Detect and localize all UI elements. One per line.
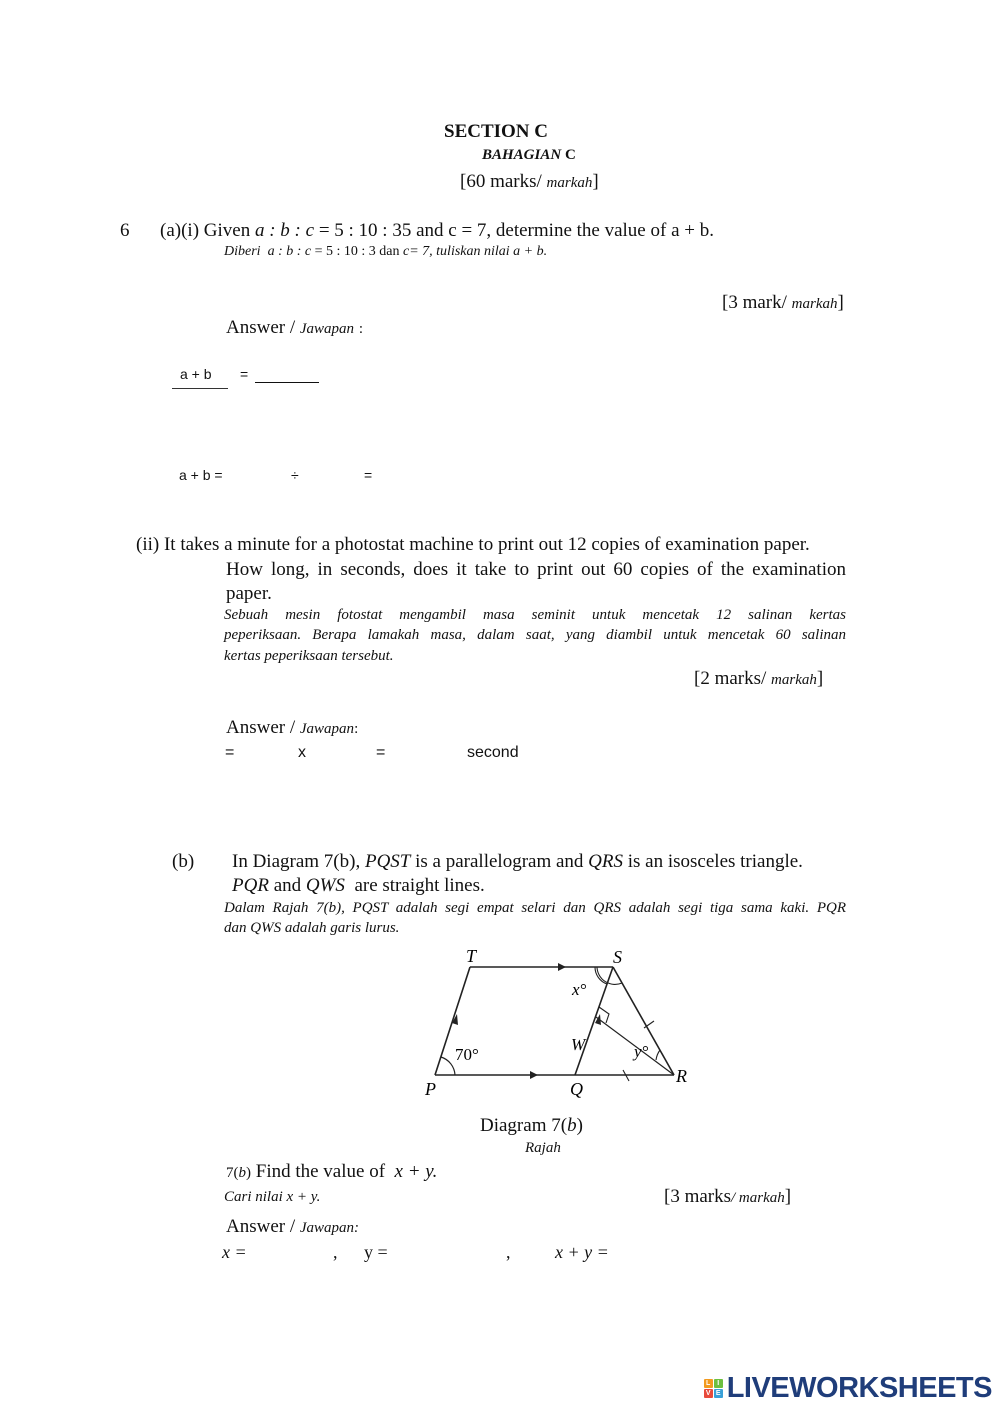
arrow-ts [558,963,566,971]
q-ai-answer-label [226,317,363,339]
q-b-label: (b) [172,851,195,872]
q-aii-marks-en: [2 marks/ [694,668,767,689]
section-title-malay-letter: C [564,147,576,163]
label-w: W [571,1035,586,1054]
q-b-answer-label [226,1216,359,1238]
q-aii-answer-label [226,717,358,739]
label-q: Q [570,1079,583,1099]
q-b-line1-b: is a parallelogram and [415,851,584,872]
q-b-y-label: y = [364,1242,388,1262]
section-marks-en: [60 marks/ [460,171,542,192]
q-b-and: and [273,875,302,896]
q-b-qrs: QRS [588,851,623,872]
q-b-xy-input[interactable] [618,1238,708,1264]
q-aii-ms2: peperiksaan. Berapa lamakah masa, dalam saat, yang diambil untuk mencetak 60 salinan [224,627,846,643]
q-ai-calc-equals: = [364,467,373,483]
section-marks [460,171,599,193]
q-b-pqr: PQR [232,875,269,896]
logo-letter-i: I [714,1379,723,1388]
q-aii-ms3: kertas peperiksaan tersebut. [224,648,394,664]
q-aii-line2: How long, in seconds, does it take to print out 60 copies of the examination [226,559,846,580]
q-aii-line3: paper. [226,583,272,604]
logo-letter-e: E [714,1389,723,1398]
q-aii-calc-eq2: = [376,744,386,761]
question-number: 6 [120,220,130,241]
arrow-pq [530,1071,538,1079]
q-aii-answer-ms: Jawapan [299,721,355,737]
q-aii-calc-unit: second [467,744,519,761]
diagram-caption-malay: Rajah [525,1140,561,1156]
label-angle-70: 70° [455,1045,479,1064]
label-t: T [466,946,477,966]
q-ai-calc-input-3[interactable] [378,462,448,486]
q-b-line2-rest: are straight lines. [354,875,485,896]
q-b-line1-c: is an isosceles triangle. [627,851,803,872]
q-aii-line1: (ii) It takes a minute for a photostat machine to print out 12 copies of examination paper. [136,534,810,555]
arc-angle-y [656,1050,660,1060]
q-aii-ms1: Sebuah mesin fotostat mengambil masa seminit untuk mencetak 12 salinan kertas [224,607,846,623]
label-r: R [676,1066,687,1086]
arc-angle-p [441,1057,455,1075]
diagram-caption-b: b [567,1115,577,1136]
q-ai-fraction-numerator: a + b [180,366,212,382]
label-y: y° [634,1042,649,1061]
diagram-7b [410,940,710,1105]
q-b-ms2: dan QWS adalah garis lurus. [224,920,400,936]
q-ai-marks-ms: markah [791,296,838,312]
q-b-comma-1: , [333,1242,338,1262]
label-x: x° [572,980,587,999]
q-b-xy-label: x + y = [555,1242,609,1262]
question-a-i-text [160,220,714,242]
q-ai-marks [722,292,844,314]
diagram-caption-text: Diagram 7( [480,1115,568,1136]
q-ai-calc-divide: ÷ [291,467,299,483]
q-b-find-malay: Cari nilai x + y. [224,1189,321,1205]
q-ai-calc-lhs: a + b = [179,467,223,483]
q-b-find [226,1161,437,1183]
q-b-marks-close: ] [784,1186,792,1207]
q-aii-marks-close: ] [816,668,824,689]
label-p: P [425,1079,436,1099]
q-ai-answer-en: Answer / [226,317,296,338]
q-aii-input-3[interactable] [392,740,462,766]
q-aii-input-1[interactable] [240,740,292,766]
q-ai-calc-input-2[interactable] [306,462,358,486]
q-ai-answer-blank[interactable] [255,382,319,383]
q-aii-answer-en: Answer / [226,717,296,738]
q-b-find-math: x + y. [394,1161,438,1182]
q-b-find-close: ) [246,1165,251,1181]
q-b-ms1: Dalam Rajah 7(b), PQST adalah segi empat selari dan QRS adalah segi tiga sama kaki. PQR [224,900,846,916]
q-b-marks-en: [3 marks [664,1186,732,1207]
q-b-find-prefix: 7( [226,1165,239,1181]
section-title-malay [482,147,576,164]
section-marks-close: ] [592,171,599,192]
diagram-caption [480,1115,583,1137]
q-b-line2 [232,875,485,897]
logo-text: LIVEWORKSHEETS [726,1372,992,1404]
q-aii-marks [694,668,823,690]
q-aii-marks-ms: markah [771,672,817,688]
q-b-line1-a: In Diagram 7(b), [232,851,361,872]
q-ai-fraction-bar [172,388,228,389]
q-b-qws: QWS [305,875,345,896]
q-b-line1 [232,851,803,873]
q-aii-calc-eq1: = [225,744,235,761]
q-b-comma-2: , [506,1242,511,1262]
section-marks-ms: markah [546,175,593,191]
q-ai-answer-ms: Jawapan [299,321,355,337]
logo-letter-l: L [704,1379,713,1388]
q-ai-ms-rest: = 7, tuliskan nilai a + b. [409,244,548,259]
label-s: S [613,947,622,967]
q-ai-answer-colon: : [358,321,363,337]
q-ai-ms-prefix: Diberi [224,244,261,259]
q-b-find-b: b [238,1165,246,1181]
q-b-answer-ms: Jawapan: [299,1220,360,1236]
q-ai-rest: = 5 : 10 : 35 and c = 7, determine the value of a + b. [318,220,714,241]
q-ai-ms-ratio: a : b : c [267,244,312,259]
q-b-answer-en: Answer / [226,1216,296,1237]
q-b-pqst: PQST [364,851,411,872]
q-ai-prefix: (a)(i) Given [160,220,251,241]
q-aii-input-2[interactable] [313,740,371,766]
q-ai-calc-input-1[interactable] [236,462,286,486]
q-ai-ms-mid: = 5 : 10 : 3 dan [314,244,400,259]
q-ai-denominator-input[interactable] [172,391,228,413]
q-b-x-label: x = [222,1242,247,1262]
logo-letter-v: V [704,1389,713,1398]
q-b-marks [664,1186,791,1208]
liveworksheets-logo[interactable] [704,1372,992,1405]
section-title-malay-word: BAHAGIAN [482,147,562,163]
q-ai-fraction-equals: = [240,366,249,382]
q-b-y-input[interactable] [394,1238,498,1264]
q-aii-answer-colon: : [354,721,359,737]
q-ai-ms-c: c [403,244,410,259]
q-aii-calc-x: x [298,744,306,761]
section-title: SECTION C [444,121,548,142]
q-b-marks-ms: / markah [731,1190,785,1206]
q-b-x-input[interactable] [252,1238,328,1264]
question-a-i-malay [224,244,547,260]
logo-mark-icon [704,1379,723,1398]
q-b-find-text: Find the value of [255,1161,386,1182]
q-ai-marks-close: ] [837,292,844,313]
q-ai-marks-en: [3 mark/ [722,292,787,313]
diagram-caption-close: ) [576,1115,583,1136]
q-ai-ratio: a : b : c [254,220,315,241]
